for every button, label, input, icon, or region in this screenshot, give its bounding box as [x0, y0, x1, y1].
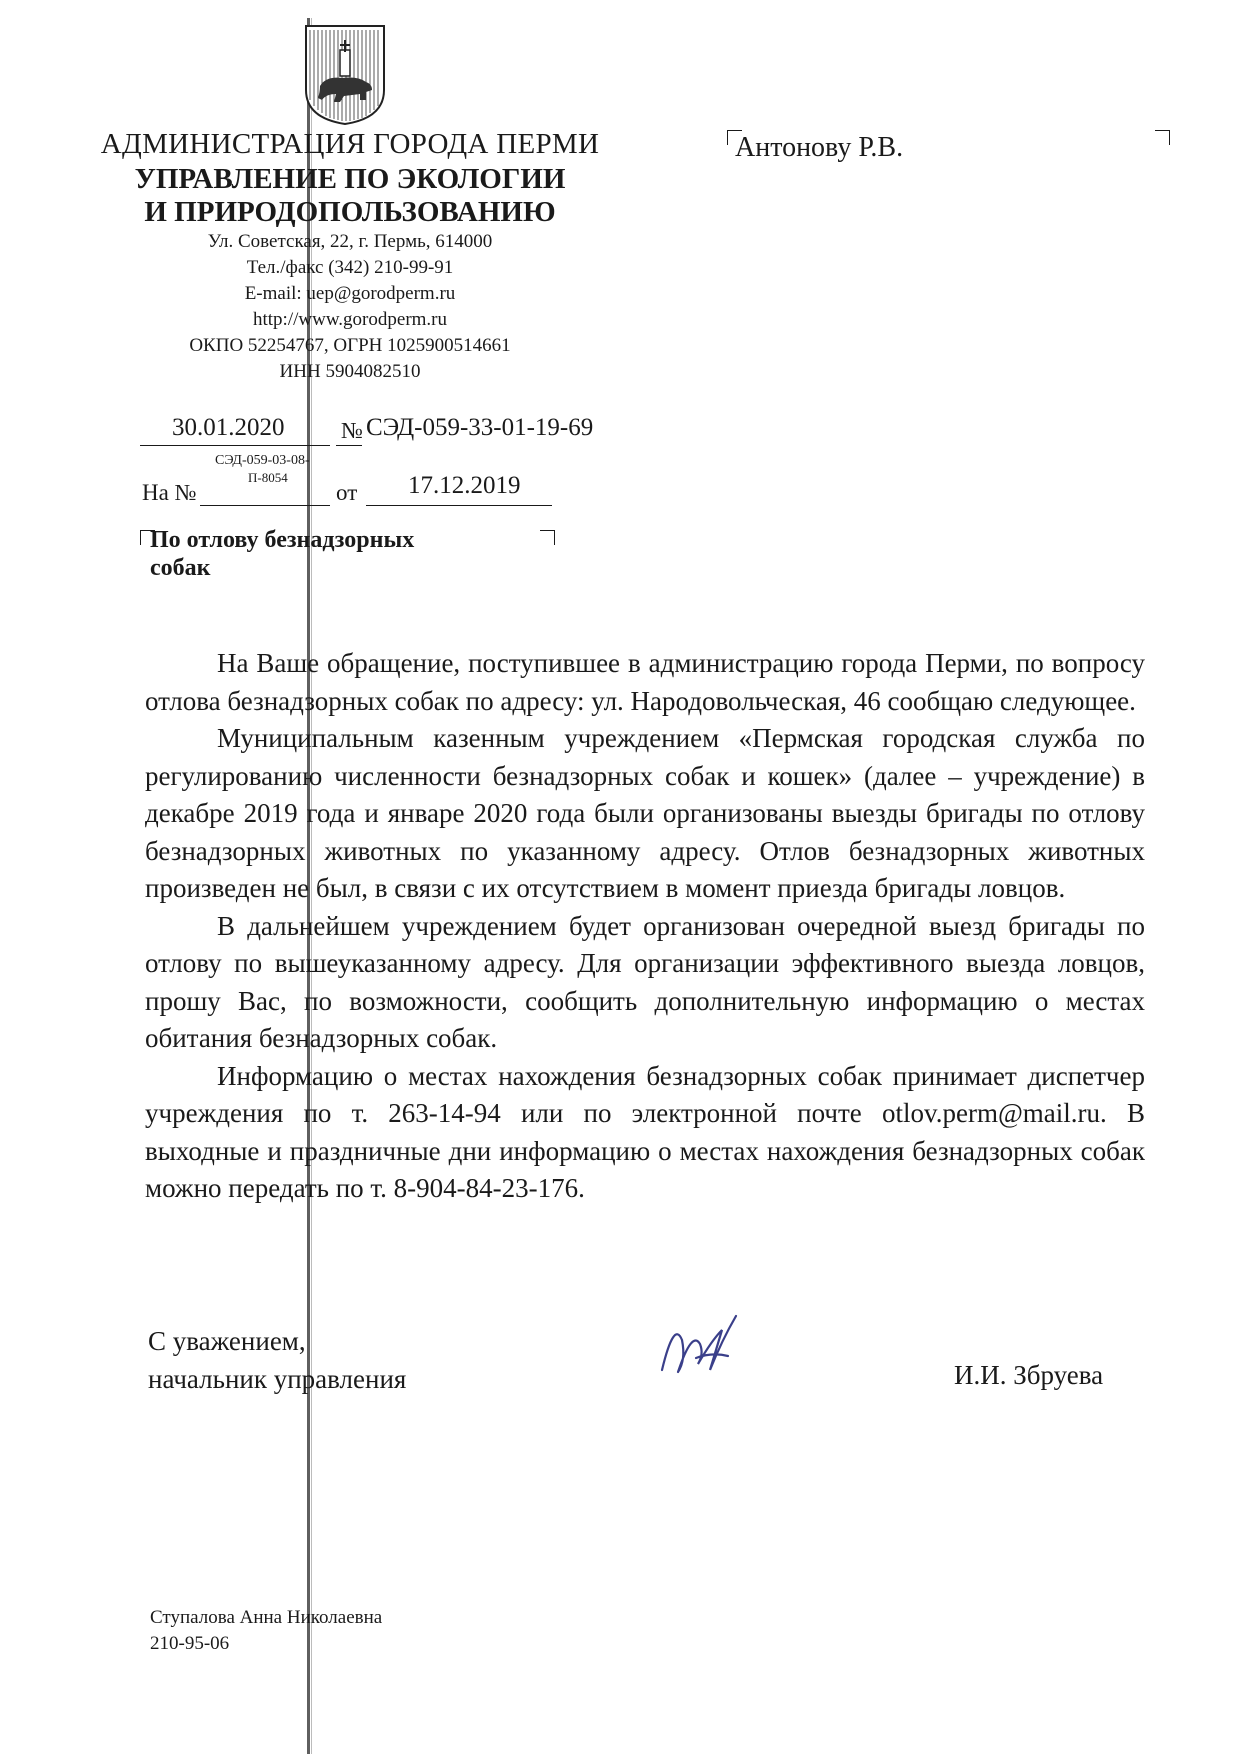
letter-body: [145, 645, 1145, 1208]
body-paragraph-2: Муниципальным казенным учреждением «Пермская городская служба по регулированию численности безнадзорных собак и кошек» (далее – учреждение) в декабре 2019 года и январе 2020 года были организованы выезды бригады по отлову безнадзорных животных по указанному адресу. Отлов безнадзорных животных произведен не был, в связи с их отсутствием в момент приезда бригады ловцов.: [145, 723, 1145, 903]
phone-fax: Тел./факс (342) 210-99-91: [246, 257, 454, 278]
subject: [150, 526, 510, 582]
registration-number: СЭД-059-33-01-19-69: [366, 414, 594, 441]
department-name-line1: УПРАВЛЕНИЕ ПО ЭКОЛОГИИ: [134, 163, 566, 195]
registration-date: 30.01.2020: [172, 414, 285, 441]
email: E-mail: uep@gorodperm.ru: [244, 283, 456, 304]
executor-name: Ступалова Анна Николаевна: [150, 1607, 383, 1628]
reference-date: 17.12.2019: [408, 472, 521, 499]
address: Ул. Советская, 22, г. Пермь, 614000: [207, 231, 493, 252]
reference-number-line1: СЭД-059-03-08-: [215, 453, 310, 468]
closing-title: начальник управления: [148, 1364, 407, 1394]
executor-block: [150, 1605, 382, 1657]
executor-phone: 210-95-06: [150, 1633, 230, 1654]
reference-number-line2: П-8054: [248, 470, 288, 485]
registration-codes: ОКПО 52254767, ОГРН 1025900514661: [189, 335, 511, 356]
registration-number-label: №: [341, 418, 363, 443]
reference-from-label: от: [336, 480, 358, 505]
subject-line1: По отлову безнадзорных: [150, 527, 415, 553]
registration-number-line: [336, 445, 362, 446]
department-name-line2: И ПРИРОДОПОЛЬЗОВАНИЮ: [144, 196, 556, 228]
handwritten-signature-icon: [652, 1300, 752, 1390]
reference-label: На №: [142, 480, 197, 505]
inn-code: ИНН 5904082510: [279, 361, 421, 382]
body-paragraph-1: На Ваше обращение, поступившее в администрацию города Перми, по вопросу отлова безнадзорных собак по адресу: ул. Народовольческая, 46 сообщаю следующее.: [145, 648, 1145, 716]
reference-date-line: [366, 505, 552, 506]
signer-name: И.И. Збруева: [954, 1360, 1104, 1390]
body-paragraph-4: Информацию о местах нахождения безнадзорных собак принимает диспетчер учреждения по т. 263-14-94 или по электронной почте otlov.perm@mail.ru. В выходные и праздничные дни информацию о местах нахождения безнадзорных собак можно передать по т. 8-904-84-23-176.: [145, 1060, 1145, 1203]
closing-regards: С уважением,: [148, 1326, 306, 1356]
subject-corner-right: [540, 530, 555, 545]
subject-line2: собак: [150, 555, 211, 581]
registration-date-line: [140, 445, 330, 446]
reference-number-field-line: [200, 505, 330, 506]
website: http://www.gorodperm.ru: [252, 309, 448, 330]
organization-name: АДМИНИСТРАЦИЯ ГОРОДА ПЕРМИ: [100, 128, 600, 160]
perm-coat-of-arms-icon: [300, 20, 390, 128]
recipient-name: Антонову Р.В.: [735, 132, 904, 163]
closing-block: [148, 1322, 406, 1398]
recipient-corner-right: [1155, 130, 1170, 145]
body-paragraph-3: В дальнейшем учреждением будет организован очередной выезд бригады по отлову по вышеуказанному адресу. Для организации эффективного выезда ловцов, прошу Вас, по возможности, сообщить дополнительную информацию о местах обитания безнадзорных собак.: [145, 910, 1145, 1053]
